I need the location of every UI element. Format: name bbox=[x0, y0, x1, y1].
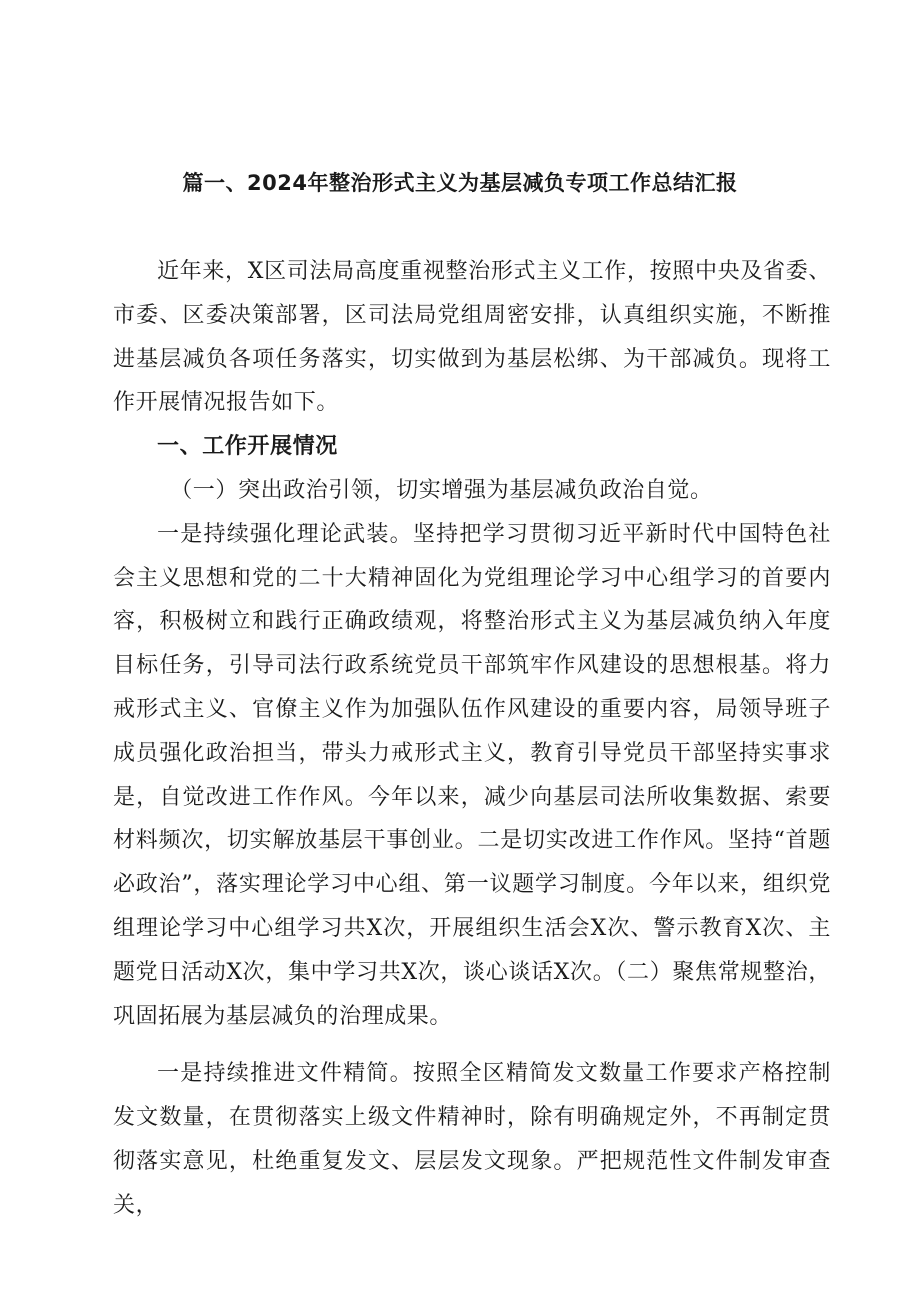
section-heading: 一、工作开展情况 bbox=[157, 434, 338, 460]
body-paragraph: 一是持续推进文件精简。按照全区精简发文数量工作要求产格控制发文数量，在贯彻落实上级文件精神时，除有明确规定外，不再制定贯彻落实意见，杜绝重复发文、层层发文现象。严把规范性文件制发审查关， bbox=[113, 1061, 831, 1218]
subsection-heading: （一）突出政治引领，切实增强为基层减负政治自觉。 bbox=[170, 477, 713, 503]
body-paragraph: 一是持续强化理论武装。坚持把学习贯彻习近平新时代中国特色社会主义思想和党的二十大精神固化为党组理论学习中心组学习的首要内容，积极树立和践行正确政绩观，将整治形式主义为基层减负纳入年度目标任务，引导司法行政系统党员干部筑牢作风建设的思想根基。将力戒形式主义、官僚主义作为加强队伍作风建设的重要内容，局领导班子成员强化政治担当，带头力戒形式主义，教育引导党员干部坚持实事求是，自觉改进工作作风。今年以来，减少向基层司法所收集数据、索要材料频次，切实解放基层干事创业。二是切实改进工作作风。坚持“首题必政治”，落实理论学习中心组、第一议题学习制度。今年以来，组织党组理论学习中心组学习共X次，开展组织生活会X次、警示教育X次、主题党日活动X次，集中学习共X次，谈心谈话X次。（二）聚焦常规整治，巩固拓展为基层减负的治理成果。 bbox=[113, 521, 831, 1029]
intro-paragraph: 近年来，X区司法局高度重视整治形式主义工作，按照中央及省委、市委、区委决策部署，区司法局党组周密安排，认真组织实施，不断推进基层减负各项任务落实，切实做到为基层松绑、为干部减负。现将工作开展情况报告如下。 bbox=[113, 259, 831, 416]
document-body bbox=[113, 250, 831, 1228]
document-title: 篇一、2024年整治形式主义为基层减负专项工作总结汇报 bbox=[182, 171, 738, 195]
